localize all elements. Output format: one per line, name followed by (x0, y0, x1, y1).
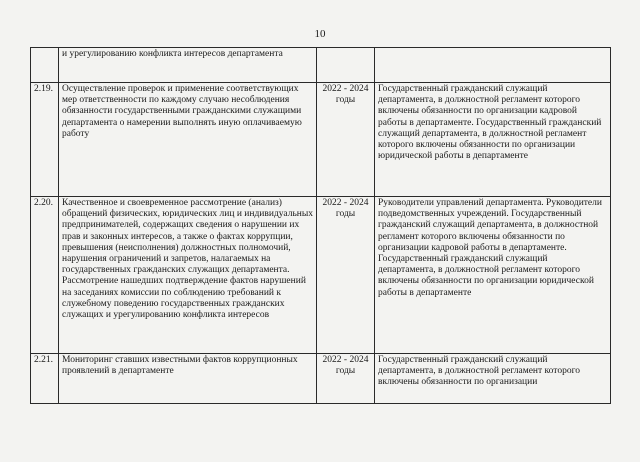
responsible-cell (375, 197, 611, 354)
action-cell (59, 197, 317, 354)
table-row (31, 354, 611, 404)
term-cell: 2022 - 2024 годы (317, 354, 375, 404)
action-cell (59, 48, 317, 83)
responsible-text: Государственный гражданский служащий департамента, в должностной регламент которого включены обязанности по организации кадровой работы в департаменте. Государственный гражданский служащий департамента, в должностной регламент которого включены обязанности по организации юридической работы в департаменте (378, 84, 602, 162)
responsible-cell (375, 83, 611, 197)
term-cell: 2022 - 2024 годы (317, 83, 375, 197)
action-cell (59, 354, 317, 404)
action-text: Мониторинг ставших известными фактов коррупционных проявлений в департаменте (62, 355, 298, 377)
action-text: Качественное и своевременное рассмотрение (анализ) обращений физических, юридических лиц и индивидуальных предпринимателей, содержащих сведения о нарушении их прав и законных интересов, а также о фактах коррупции, превышения (неисполнения) должностных полномочий, нарушения ограничений и запретов, налагаемых на государственных гражданских служащих департамента. Рассмотрение нашедших подтверждение фактов нарушений на заседаниях комиссии по соблюдению требований к служебному поведению государственных гражданских служащих и урегулированию конфликта интересов (62, 198, 313, 321)
term-cell: 2022 - 2024 годы (317, 197, 375, 354)
action-text: и урегулированию конфликта интересов департамента (62, 49, 283, 59)
term-cell (317, 48, 375, 83)
page-number: 10 (314, 28, 326, 40)
responsible-cell (375, 354, 611, 404)
action-cell (59, 83, 317, 197)
measures-table (30, 47, 611, 404)
row-number: 2.19. (31, 83, 59, 197)
responsible-text: Руководители управлений департамента. Руководители подведомственных учреждений. Государственный гражданский служащий департамента, в должностной регламент которого включены обязанности по организации кадровой работы в департаменте. Государственный гражданский служащий департамента, в должностной регламент которого включены обязанности по организации юридической работы в департаменте (378, 198, 602, 298)
row-number: 2.21. (31, 354, 59, 404)
table-row (31, 83, 611, 197)
table-row (31, 197, 611, 354)
responsible-cell (375, 48, 611, 83)
action-text: Осуществление проверок и применение соответствующих мер ответственности по каждому случаю несоблюдения обязанности государственными гражданскими служащими департамента о намерении выполнять иную оплачиваемую работу (62, 84, 302, 139)
row-number: 2.20. (31, 197, 59, 354)
table-row (31, 48, 611, 83)
responsible-text: Государственный гражданский служащий департамента, в должностной регламент которого включены обязанности по организации (378, 355, 580, 388)
row-number (31, 48, 59, 83)
